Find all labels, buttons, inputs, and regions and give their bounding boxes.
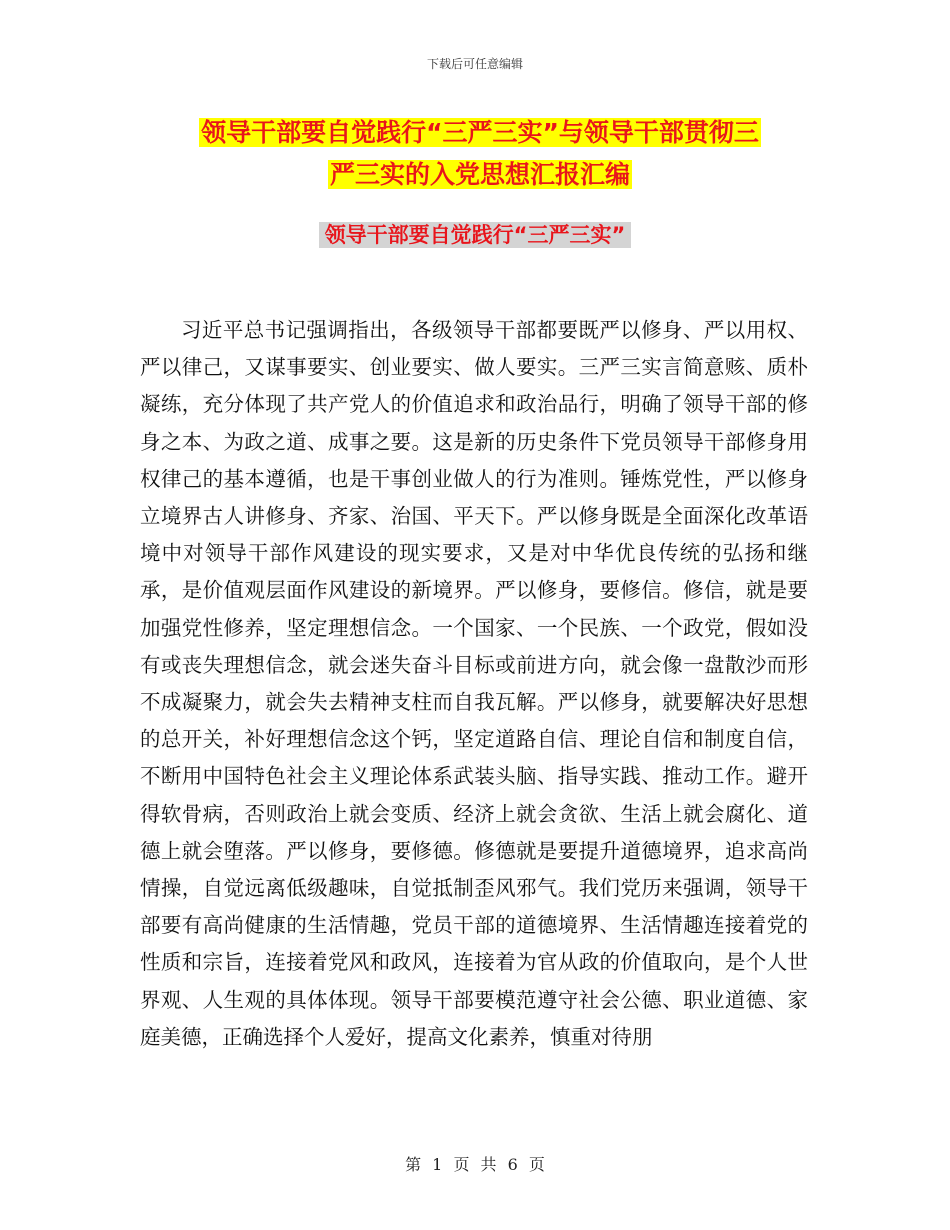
document-title-line-1: 领导干部要自觉践行“三严三实”与领导干部贯彻三 (201, 118, 759, 147)
section-title (0, 218, 950, 252)
section-title-text: 领导干部要自觉践行“三严三实” (319, 222, 632, 248)
header-note: 下载后可任意编辑 (426, 57, 523, 71)
body-paragraph: 习近平总书记强调指出，各级领导干部都要既严以修身、严以用权、严以律己，又谋事要实、创业要实、做人要实。三严三实言简意赅、质朴凝练，充分体现了共产党人的价值追求和政治品行，明确了领导干部的修身之本、为政之道、成事之要。这是新的历史条件下党员领导干部修身用权律己的基本遵循，也是干事创业做人的行为准则。锤炼党性，严以修身立境界古人讲修身、齐家、治国、平天下。严以修身既是全面深化改革语境中对领导干部作风建设的现实要求，又是对中华优良传统的弘扬和继承，是价值观层面作风建设的新境界。严以修身，要修信。修信，就是要加强党性修养，坚定理想信念。一个国家、一个民族、一个政党，假如没有或丧失理想信念，就会迷失奋斗目标或前进方向，就会像一盘散沙而形不成凝聚力，就会失去精神支柱而自我瓦解。严以修身，就要解决好思想的总开关，补好理想信念这个钙，坚定道路自信、理论自信和制度自信，不断用中国特色社会主义理论体系武装头脑、指导实践、推动工作。避开得软骨病，否则政治上就会变质、经济上就会贪欲、生活上就会腐化、道德上就会堕落。严以修身，要修德。修德就是要提升道德境界，追求高尚情操，自觉远离低级趣味，自觉抵制歪风邪气。我们党历来强调，领导干部要有高尚健康的生活情趣，党员干部的道德境界、生活情趣连接着党的性质和宗旨，连接着党风和政风，连接着为官从政的价值取向，是个人世界观、人生观的具体体现。领导干部要模范遵守社会公德、职业道德、家庭美德，正确选择个人爱好，提高文化素养，慎重对待朋 (140, 318, 808, 1049)
document-title (140, 112, 820, 196)
document-title-line-2: 严三实的入党思想汇报汇编 (329, 160, 630, 189)
page-footer: 第 1 页 共 6 页 (405, 1155, 545, 1174)
